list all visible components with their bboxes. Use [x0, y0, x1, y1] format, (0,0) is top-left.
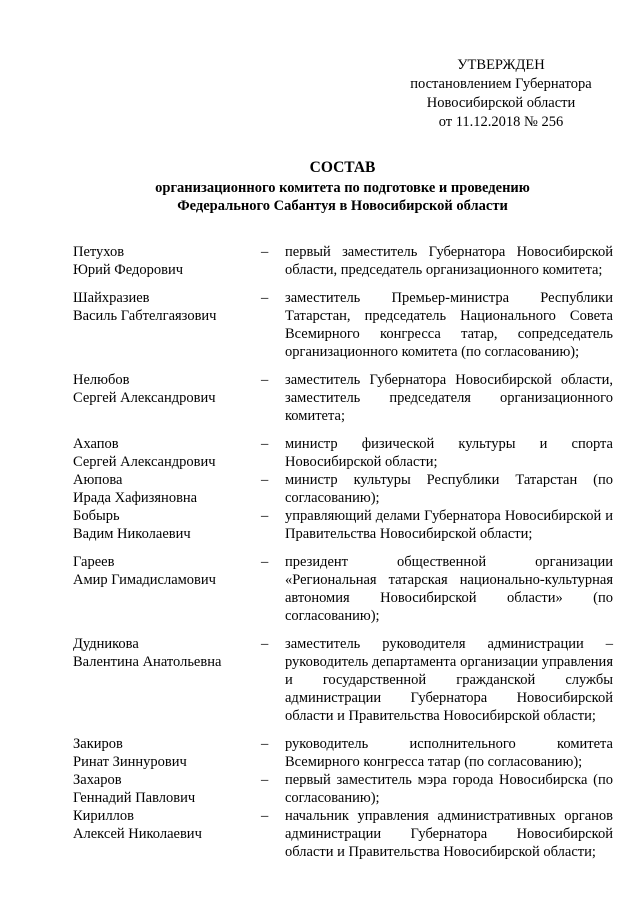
approval-stamp — [380, 56, 622, 132]
approval-decree: постановлением Губернатора — [410, 76, 592, 92]
approval-date-number: от 11.12.2018 № 256 — [438, 114, 564, 130]
member-role: первый заместитель Губернатора Новосибирской области, председатель организационного комитета; — [285, 244, 613, 278]
member-surname: Петухов — [73, 244, 125, 260]
member-row — [73, 635, 613, 725]
member-name — [73, 507, 261, 543]
member-dash: – — [261, 736, 269, 752]
member-name — [73, 435, 261, 471]
member-role: управляющий делами Губернатора Новосибирской и Правительства Новосибирской области; — [285, 508, 613, 542]
member-dash: – — [261, 244, 269, 260]
member-surname: Захаров — [73, 772, 122, 788]
member-name — [73, 771, 261, 807]
member-row — [73, 289, 613, 361]
member-row — [73, 243, 613, 279]
member-dash: – — [261, 436, 269, 452]
member-name — [73, 635, 261, 671]
member-given-name: Сергей Александрович — [73, 454, 216, 470]
member-dash: – — [261, 772, 269, 788]
member-name — [73, 243, 261, 279]
member-surname: Закиров — [73, 736, 123, 752]
member-dash: – — [261, 508, 269, 524]
member-role: министр физической культуры и спорта Новосибирской области; — [285, 436, 613, 470]
member-row — [73, 771, 613, 807]
member-row — [73, 807, 613, 861]
member-row — [73, 735, 613, 771]
member-given-name: Сергей Александрович — [73, 390, 216, 406]
member-surname: Кириллов — [73, 808, 135, 824]
approval-heading: УТВЕРЖДЕН — [457, 57, 545, 73]
member-row — [73, 553, 613, 625]
title-heading: СОСТАВ — [309, 159, 376, 176]
member-role: первый заместитель мэра города Новосибирска (по согласованию); — [285, 772, 613, 806]
approval-region: Новосибирской области — [426, 95, 576, 111]
member-given-name: Валентина Анатольевна — [73, 654, 222, 670]
member-name — [73, 371, 261, 407]
member-dash: – — [261, 290, 269, 306]
member-role: начальник управления административных органов администрации Губернатора Новосибирской области и Правительства Новосибирской области; — [285, 808, 613, 860]
member-dash: – — [261, 472, 269, 488]
member-row — [73, 371, 613, 425]
member-name — [73, 735, 261, 771]
member-role: заместитель руководителя администрации – руководитель департамента организации управления и государственной гражданской службы администрации Губернатора Новосибирской области и Правительства Новосибирской области; — [285, 636, 613, 724]
member-surname: Нелюбов — [73, 372, 130, 388]
member-role: руководитель исполнительного комитета Всемирного конгресса татар (по согласованию); — [285, 736, 613, 770]
member-given-name: Юрий Федорович — [73, 262, 184, 278]
member-dash: – — [261, 636, 269, 652]
member-list — [73, 243, 613, 861]
document-title — [60, 159, 625, 216]
member-name — [73, 553, 261, 589]
member-given-name: Геннадий Павлович — [73, 790, 196, 806]
member-role: президент общественной организации «Региональная татарская национально-культурная автономия Новосибирской области» (по согласованию); — [285, 554, 613, 624]
member-name — [73, 807, 261, 843]
member-surname: Аюпова — [73, 472, 123, 488]
member-surname: Дудникова — [73, 636, 139, 652]
title-subheading-line1: организационного комитета по подготовке и проведению — [155, 179, 530, 196]
member-surname: Бобырь — [73, 508, 120, 524]
member-given-name: Алексей Николаевич — [73, 826, 202, 842]
member-role: заместитель Губернатора Новосибирской области, заместитель председателя организационного комитета; — [285, 372, 613, 424]
member-surname: Гареев — [73, 554, 115, 570]
member-given-name: Ирада Хафизяновна — [73, 490, 198, 506]
member-given-name: Вадим Николаевич — [73, 526, 191, 542]
member-name — [73, 471, 261, 507]
member-surname: Ахапов — [73, 436, 119, 452]
member-row — [73, 435, 613, 471]
member-surname: Шайхразиев — [73, 290, 150, 306]
member-dash: – — [261, 808, 269, 824]
title-subheading-line2: Федерального Сабантуя в Новосибирской области — [177, 198, 508, 214]
member-row — [73, 507, 613, 543]
member-dash: – — [261, 372, 269, 388]
member-given-name: Ринат Зиннурович — [73, 754, 187, 770]
member-dash: – — [261, 554, 269, 570]
member-given-name: Амир Гимадисламович — [73, 572, 216, 588]
member-role: заместитель Премьер-министра Республики Татарстан, председатель Национального Совета Всемирного конгресса татар, сопредседатель организационного комитета (по согласованию); — [285, 290, 613, 360]
member-row — [73, 471, 613, 507]
member-role: министр культуры Республики Татарстан (по согласованию); — [285, 472, 613, 506]
member-name — [73, 289, 261, 325]
member-given-name: Василь Габтелгаязович — [73, 308, 217, 324]
